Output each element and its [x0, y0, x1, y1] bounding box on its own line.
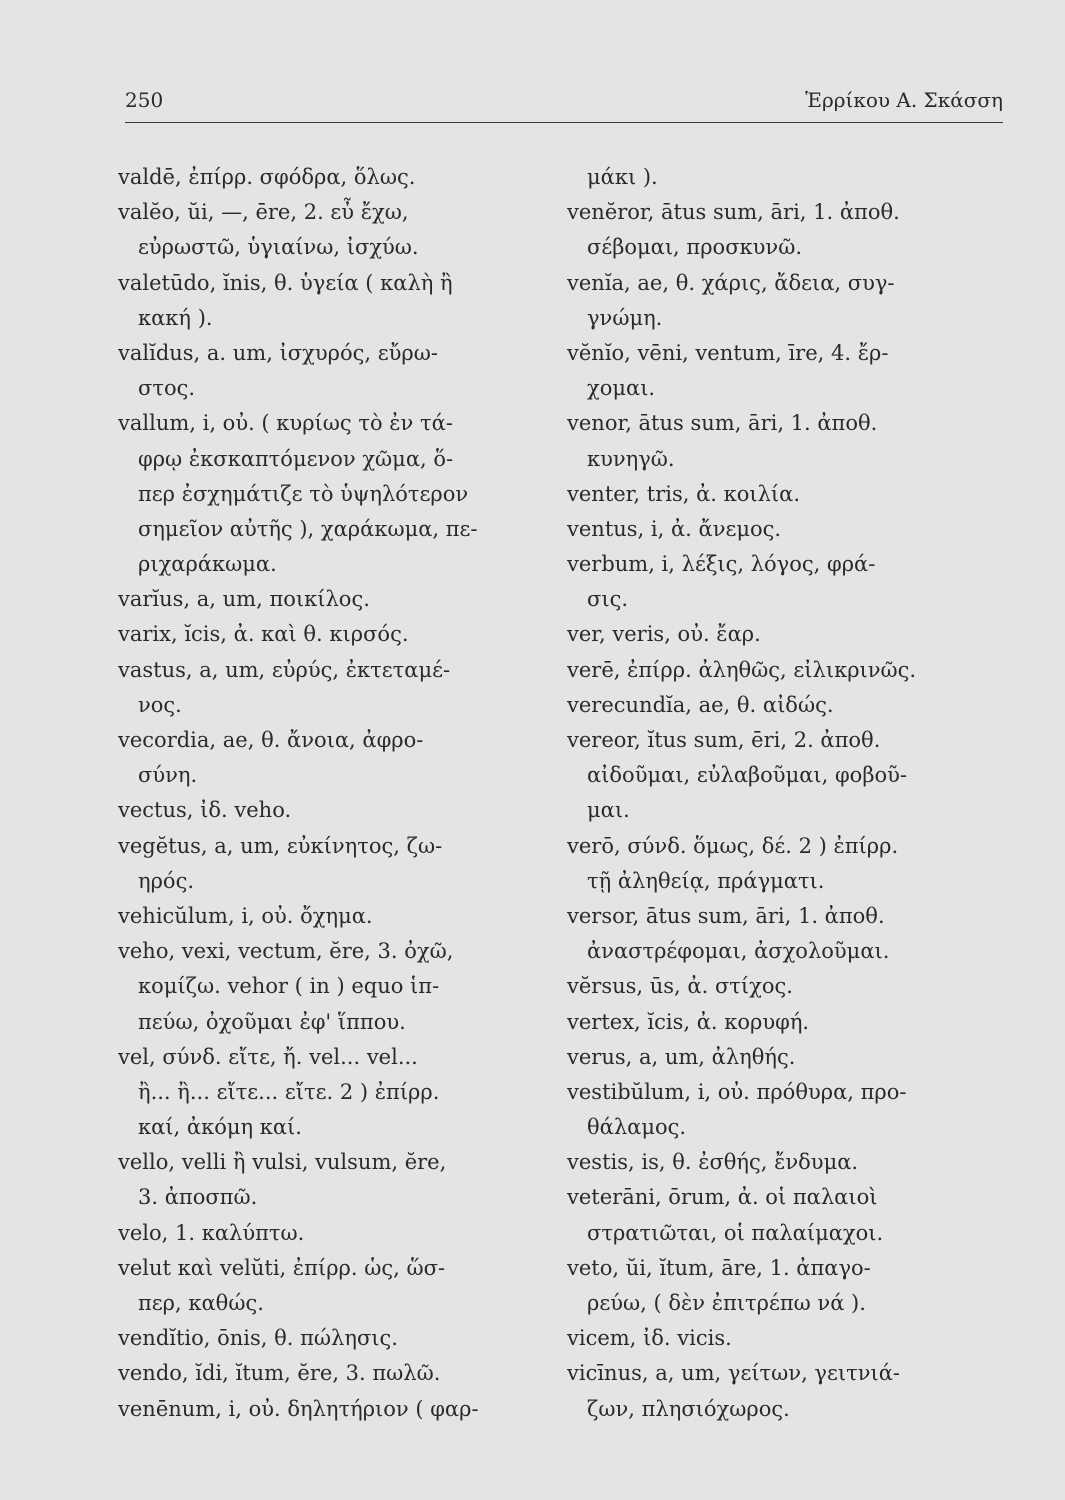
entry-line: veterāni, ōrum, ἀ. οἱ παλαιοὶ	[567, 1185, 878, 1210]
entry-line: ἀναστρέφομαι, ἀσχολοῦμαι.	[587, 939, 890, 964]
entry-line: ζων, πλησιόχωρος.	[587, 1396, 790, 1421]
entry-line: περ, καθώς.	[138, 1291, 264, 1315]
entry-line: vello, velli ἢ vulsi, vulsum, ĕre,	[118, 1150, 447, 1175]
entry-line: veto, ŭi, ĭtum, āre, 1. ἀπαγο-	[567, 1255, 871, 1280]
entry-line: vĕnĭo, vēni, ventum, īre, 4. ἔρ-	[567, 340, 889, 365]
entry-line: vecordia, ae, θ. ἄνοια, ἀφρο-	[118, 728, 424, 752]
entry-line: ver, veris, οὐ. ἔαρ.	[567, 622, 761, 647]
entry-line: vectus, ἰδ. veho.	[118, 798, 292, 823]
entry-line: ἢ... ἢ... εἴτε... εἴτε. 2 ) ἐπίρρ.	[138, 1079, 440, 1104]
entry-line: venēnum, i, οὐ. δηλητήριον ( φαρ-	[118, 1396, 479, 1421]
entry-line: τῇ ἀληθείᾳ, πράγματι.	[587, 868, 825, 893]
left-column	[118, 160, 558, 1427]
entry-line: κυνηγῶ.	[587, 446, 675, 471]
entry-line: σύνη.	[138, 763, 198, 788]
entry-line: vendo, ĭdi, ĭtum, ĕre, 3. πωλῶ.	[118, 1361, 441, 1386]
entry-line: vendĭtio, ōnis, θ. πώλησις.	[118, 1326, 398, 1351]
entry-line: νος.	[138, 692, 182, 717]
entry-line: venter, tris, ἀ. κοιλία.	[567, 481, 801, 506]
entry-line: ηρός.	[138, 868, 195, 893]
page-number: 250	[125, 88, 164, 112]
entry-line: valĕo, ŭi, —, ēre, 2. εὖ ἔχω,	[118, 200, 409, 225]
entry-line: vastus, a, um, εὐρύς, ἐκτεταμέ-	[118, 657, 451, 682]
page-header	[125, 88, 1003, 120]
entry-line: veho, vexi, vectum, ĕre, 3. ὀχῶ,	[118, 939, 454, 964]
entry-line: vĕrsus, ūs, ἀ. στίχος.	[567, 974, 793, 999]
entry-line: vertex, ĭcis, ἀ. κορυφή.	[567, 1009, 810, 1034]
entry-line: vicem, ἰδ. vicis.	[567, 1326, 732, 1351]
entry-line: 3. ἀποσπῶ.	[138, 1185, 258, 1210]
entry-line: μαι.	[587, 798, 630, 823]
entry-line: vicīnus, a, um, γείτων, γειτνιά-	[567, 1361, 900, 1386]
entry-line: ρεύω, ( δὲν ἐπιτρέπω νά ).	[587, 1291, 866, 1315]
entry-line: venor, ātus sum, āri, 1. ἀποθ.	[567, 411, 878, 436]
entry-line: valĭdus, a. um, ἰσχυρός, εὔρω-	[118, 340, 438, 365]
entry-line: valdē, ἐπίρρ. σφόδρα, ὅλως.	[118, 165, 416, 189]
entry-line: ventus, i, ἀ. ἄνεμος.	[567, 516, 782, 541]
entry-line: περ ἐσχημάτιζε τὸ ὑψηλότερον	[138, 481, 469, 506]
entry-line: varix, ĭcis, ἀ. καὶ θ. κιρσός.	[118, 622, 409, 647]
entry-line: venĕror, ātus sum, āri, 1. ἀποθ.	[567, 200, 900, 225]
entry-line: vegĕtus, a, um, εὐκίνητος, ζω-	[118, 833, 443, 858]
entry-line: ριχαράκωμα.	[138, 552, 277, 577]
entry-line: verō, σύνδ. ὅμως, δέ. 2 ) ἐπίρρ.	[567, 833, 899, 858]
entry-line: σημεῖον αὐτῆς ), χαράκωμα, πε-	[138, 516, 478, 541]
running-head: Ἑρρίκου Α. Σκάσση	[805, 88, 1003, 112]
entry-line: verecundĭa, ae, θ. αἰδώς.	[567, 692, 834, 717]
entry-line: vereor, ĭtus sum, ēri, 2. ἀποθ.	[567, 728, 881, 752]
entry-line: vestis, is, θ. ἐσθής, ἔνδυμα.	[567, 1150, 859, 1175]
entry-line: κομίζω. vehor ( in ) equo ἱπ-	[138, 974, 440, 999]
entry-line: σέβομαι, προσκυνῶ.	[587, 235, 802, 260]
entry-line: valetūdo, ĭnis, θ. ὑγεία ( καλὴ ἢ	[118, 270, 453, 295]
entry-line: velo, 1. καλύπτω.	[118, 1220, 305, 1245]
entry-line: vehicŭlum, i, οὐ. ὄχημα.	[118, 903, 373, 928]
entry-line: venĭa, ae, θ. χάρις, ἄδεια, συγ-	[567, 270, 895, 295]
entry-line: στρατιῶται, οἱ παλαίμαχοι.	[587, 1220, 884, 1245]
entry-line: κακή ).	[138, 305, 213, 330]
entry-line: αἰδοῦμαι, εὐλαβοῦμαι, φοβοῦ-	[587, 763, 907, 788]
entry-line: vestibŭlum, i, οὐ. πρόθυρα, προ-	[567, 1079, 907, 1104]
right-column	[567, 160, 1005, 1427]
entry-line: πεύω, ὀχοῦμαι ἐφ' ἵππου.	[138, 1009, 406, 1034]
entry-line: versor, ātus sum, āri, 1. ἀποθ.	[567, 903, 885, 928]
entry-line: vel, σύνδ. εἴτε, ἤ. vel... vel...	[118, 1044, 418, 1069]
entry-line: μάκι ).	[587, 165, 658, 189]
entry-line: φρῳ ἐκσκαπτόμενον χῶμα, ὅ-	[138, 446, 454, 471]
entry-line: velut καὶ velŭti, ἐπίρρ. ὡς, ὥσ-	[118, 1255, 446, 1280]
entry-line: σις.	[587, 587, 629, 612]
entry-line: καί, ἀκόμη καί.	[138, 1115, 302, 1140]
entry-line: varĭus, a, um, ποικίλος.	[118, 587, 370, 612]
entry-line: χομαι.	[587, 376, 656, 401]
entry-line: verbum, i, λέξις, λόγος, φρά-	[567, 552, 876, 577]
entry-line: θάλαμος.	[587, 1115, 687, 1140]
entry-line: στος.	[138, 376, 196, 401]
entry-line: εὐρωστῶ, ὑγιαίνω, ἰσχύω.	[138, 235, 419, 260]
entry-line: verē, ἐπίρρ. ἀληθῶς, εἰλικρινῶς.	[567, 657, 917, 682]
entry-line: vallum, i, οὐ. ( κυρίως τὸ ἐν τά-	[118, 411, 453, 436]
entry-line: γνώμη.	[587, 305, 663, 330]
entry-line: verus, a, um, ἀληθής.	[567, 1044, 796, 1069]
header-rule	[125, 122, 1003, 123]
